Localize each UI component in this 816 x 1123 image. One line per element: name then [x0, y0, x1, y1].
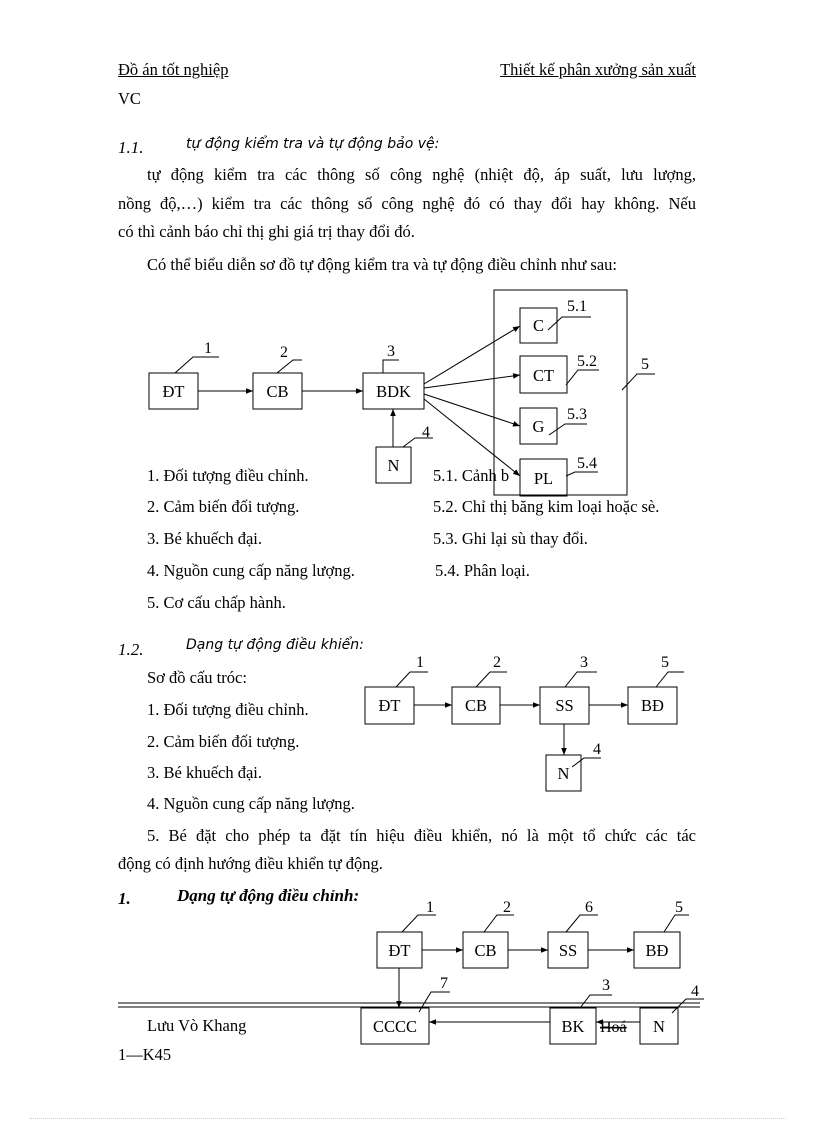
- leader-1: [175, 357, 219, 373]
- leader-2: [277, 360, 302, 373]
- label-2: 2: [280, 344, 288, 361]
- overlap-text-hoa: Hoá: [600, 1019, 627, 1036]
- header-left: Đồ án tốt nghiệp: [118, 60, 229, 79]
- label-2-4: 4: [593, 741, 601, 758]
- section-1-1-title: tự động kiểm tra và tự động bảo vệ:: [186, 136, 440, 152]
- label-3-3: 3: [602, 977, 610, 994]
- label-3: 3: [387, 343, 395, 360]
- arrow-bdk-pl: [424, 399, 520, 476]
- leader-54: [566, 472, 598, 476]
- label-2-1: 1: [416, 654, 424, 671]
- box-bd-2-label: BĐ: [641, 696, 664, 715]
- s12-subtitle: Sơ đồ cấu tróc:: [147, 668, 247, 687]
- section-1-2-number: 1.2.: [118, 640, 144, 659]
- label-3-4: 4: [691, 983, 699, 1000]
- s11-legend-left-2: 2. Cảm biến đối tượng.: [147, 497, 300, 516]
- box-cb-3-label: CB: [474, 941, 497, 960]
- s11-intro: Có thể biểu diễn sơ đồ tự động kiểm tra và tự động điều chỉnh như sau:: [147, 255, 617, 274]
- leader-51: [548, 317, 591, 330]
- header-right: Thiết kế phân xưởng sản xuất: [500, 60, 696, 79]
- label-5: 5: [641, 356, 649, 373]
- label-5-2: 5.2: [577, 353, 597, 370]
- s11-legend-right-1: 5.1. Cảnh b: [433, 466, 510, 485]
- box-n-3-label: N: [653, 1017, 665, 1036]
- label-5-4: 5.4: [577, 455, 597, 472]
- s11-paragraph-line-1: tự động kiểm tra các thông số công nghệ (nhiệt độ, áp suất, lưu lượng,: [147, 165, 696, 184]
- s12-paragraph-line-2: động có định hướng điều khiển tự động.: [118, 854, 383, 873]
- box-bdk-label: BDK: [376, 382, 411, 401]
- label-3-5: 5: [675, 899, 683, 916]
- section-1-2-title: Dạng tự động điều khiển:: [186, 637, 364, 653]
- label-3-6: 6: [585, 899, 593, 916]
- label-3-2: 2: [503, 899, 511, 916]
- leader-52: [566, 370, 599, 385]
- s12-item-1: 1. Đối tượng điều chỉnh.: [147, 700, 309, 719]
- s11-legend-right-2: 5.2. Chỉ thị băng kim loại hoặc sè.: [433, 497, 660, 516]
- label-2-5: 5: [661, 654, 669, 671]
- s11-legend-left-4: 4. Nguồn cung cấp năng lượng.: [147, 561, 355, 580]
- leader-3: [383, 360, 399, 373]
- footer-author: Lưu Vò Khang: [147, 1016, 247, 1035]
- footer-class: 1—K45: [118, 1045, 172, 1064]
- box-c-label: C: [532, 316, 545, 335]
- s12-item-2: 2. Cảm biến đối tượng.: [147, 732, 300, 751]
- s11-legend-right-3: 5.3. Ghi lại sù thay đổi.: [433, 529, 588, 548]
- s11-legend-left-3: 3. Bé khuếch đại.: [147, 529, 263, 548]
- s12-paragraph-line-1: 5. Bé đặt cho phép ta đặt tín hiệu điều khiển, nó là một tổ chức các tác: [147, 826, 696, 845]
- box-cccc-label: CCCC: [372, 1017, 418, 1036]
- section-1-1-number: 1.1.: [118, 138, 144, 157]
- label-5-1: 5.1: [567, 298, 587, 315]
- box-dt-2-label: ĐT: [378, 696, 401, 715]
- leader-53: [549, 424, 587, 435]
- label-1: 1: [204, 340, 212, 357]
- box-cb-label: CB: [266, 382, 289, 401]
- s11-paragraph-line-3: có thì cảnh báo chỉ thị ghi giá trị thay đổi đó.: [118, 222, 415, 241]
- box-ct-label: CT: [532, 366, 555, 385]
- s11-legend-left-5: 5. Cơ cấu chấp hành.: [147, 593, 286, 612]
- section-1-number: 1.: [118, 889, 131, 908]
- diagram-1-2: [365, 672, 684, 791]
- s11-legend-left-1: 1. Đối tượng điều chỉnh.: [147, 466, 309, 485]
- header-continuation: VC: [118, 89, 141, 108]
- box-dt-3-label: ĐT: [388, 941, 411, 960]
- label-3-7: 7: [440, 975, 448, 992]
- box-dt-label: ĐT: [162, 382, 185, 401]
- label-5-3: 5.3: [567, 406, 587, 423]
- label-2-2: 2: [493, 654, 501, 671]
- box-cb-2-label: CB: [464, 696, 488, 715]
- box-bk-label: BK: [561, 1017, 585, 1036]
- label-3-1: 1: [426, 899, 434, 916]
- label-2-3: 3: [580, 654, 588, 671]
- box-n-label: N: [387, 456, 400, 475]
- arrow-bdk-ct: [424, 375, 520, 388]
- box-pl-label: PL: [533, 469, 554, 488]
- s11-legend-right-4: 5.4. Phân loại.: [435, 561, 530, 580]
- box-bd-3-label: BĐ: [645, 941, 669, 960]
- s11-paragraph-line-2: nồng độ,…) kiểm tra các thông số công nghệ đó có thay đổi hay không. Nếu: [118, 194, 696, 213]
- s12-item-3: 3. Bé khuếch đại.: [147, 763, 263, 782]
- box-ss-2-label: SS: [555, 696, 574, 715]
- s12-item-4: 4. Nguồn cung cấp năng lượng.: [147, 794, 355, 813]
- page-bottom-divider: [30, 1118, 786, 1119]
- box-g-label: G: [532, 417, 545, 436]
- label-4: 4: [422, 424, 430, 441]
- box-ss-3-label: SS: [558, 941, 578, 960]
- box-n-2-label: N: [557, 764, 570, 783]
- section-1-title: Dạng tự động điều chỉnh:: [177, 886, 360, 905]
- arrow-bdk-c: [424, 326, 520, 384]
